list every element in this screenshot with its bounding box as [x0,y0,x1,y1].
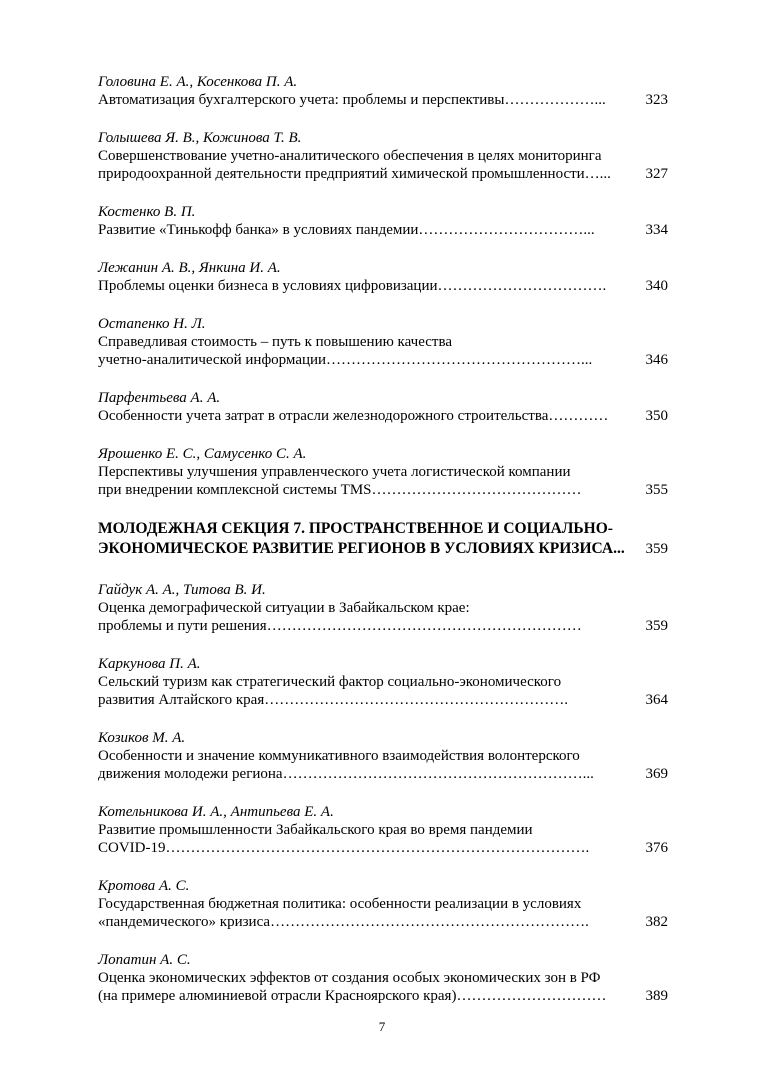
entry-title-line: Проблемы оценки бизнеса в условиях цифровизации……………………………. [98,278,607,294]
entry-page-number: 323 [645,92,668,108]
entry-authors: Головина Е. А., Косенкова П. А. [98,74,298,90]
entry-title-line: Особенности и значение коммуникативного взаимодействия волонтерского [98,748,580,764]
entry-title-line: Перспективы улучшения управленческого учета логистической компании [98,464,571,480]
toc-entry-golovina [98,73,668,109]
toc-entry-gayduk [98,581,668,635]
entry-authors: Каркунова П. А. [98,656,201,672]
entry-authors: Остапенко Н. Л. [98,316,206,332]
entry-authors: Парфентьева А. А. [98,390,221,406]
entry-authors: Костенко В. П. [98,204,196,220]
entry-page-number: 389 [645,988,668,1004]
page-footer-number: 7 [378,1019,386,1034]
toc-entry-kotelnikova [98,803,668,857]
entry-title-line: Развитие «Тинькофф банка» в условиях пандемии……………………………... [98,222,595,238]
toc-entry-krotova [98,877,668,931]
toc-entry-karkunova [98,655,668,709]
section-title-line: МОЛОДЕЖНАЯ СЕКЦИЯ 7. ПРОСТРАНСТВЕННОЕ И СОЦИАЛЬНО- [98,520,613,537]
toc-entry-golysheva [98,129,668,183]
entry-authors: Гайдук А. А., Титова В. И. [98,582,266,598]
entry-page-number: 350 [645,408,668,424]
toc-entry-kostenko [98,203,668,239]
entry-page-number: 340 [645,278,668,294]
entry-page-number: 355 [645,482,668,498]
entry-title-line: Государственная бюджетная политика: особенности реализации в условиях [98,896,582,912]
entry-authors: Котельникова И. А., Антипьева Е. А. [98,804,334,820]
entry-title-line: COVID-19…………………………………………………………………………. [98,840,590,856]
entry-authors: Кротова А. С. [98,878,190,894]
toc-entry-lopatin [98,951,668,1005]
entry-title-line: проблемы и пути решения……………………………………………………… [98,618,582,634]
entry-title-line: Оценка демографической ситуации в Забайкальском крае: [98,600,470,616]
entry-title-line: Совершенствование учетно-аналитического обеспечения в целях мониторинга [98,148,602,164]
toc-entry-parfenteva [98,389,668,425]
toc-entry-kozikov [98,729,668,783]
entry-authors: Лопатин А. С. [98,952,191,968]
toc-section-heading [98,519,668,559]
entry-page-number: 369 [645,766,668,782]
table-of-contents [98,73,668,1025]
entry-page-number: 364 [645,692,668,708]
section-title-line: ЭКОНОМИЧЕСКОЕ РАЗВИТИЕ РЕГИОНОВ В УСЛОВИЯХ КРИЗИСА... [98,540,625,557]
entry-authors: Голышева Я. В., Кожинова Т. В. [98,130,302,146]
entry-title-line: при внедрении комплексной системы TMS…………………………………… [98,482,582,498]
entry-title-line: Автоматизация бухгалтерского учета: проблемы и перспективы………………... [98,92,606,108]
entry-authors: Ярошенко Е. С., Самусенко С. А. [98,446,307,462]
toc-entry-yaroshenko [98,445,668,499]
entry-page-number: 346 [645,352,668,368]
entry-authors: Козиков М. А. [98,730,186,746]
entry-page-number: 359 [645,618,668,634]
entry-title-line: учетно-аналитической информации……………………………………………... [98,352,593,368]
entry-title-line: развития Алтайского края……………………………………………………. [98,692,568,708]
entry-title-line: Сельский туризм как стратегический фактор социально-экономического [98,674,562,690]
entry-page-number: 382 [645,914,668,930]
entry-title-line: Развитие промышленности Забайкальского края во время пандемии [98,822,533,838]
toc-entry-ostapenko [98,315,668,369]
entry-authors: Лежанин А. В., Янкина И. А. [98,260,281,276]
entry-title-line: «пандемического» кризиса………………………………………………………. [98,914,589,930]
entry-title-line: движения молодежи региона……………………………………………………... [98,766,594,782]
section-page-number: 359 [645,541,668,557]
entry-title-line: (на примере алюминиевой отрасли Красноярского края)………………………… [98,988,607,1004]
entry-page-number: 327 [645,166,668,182]
toc-entry-lezhanin [98,259,668,295]
entry-page-number: 376 [645,840,668,856]
entry-title-line: Справедливая стоимость – путь к повышению качества [98,334,453,350]
entry-title-line: Особенности учета затрат в отрасли железнодорожного строительства………… [98,408,609,424]
entry-title-line: Оценка экономических эффектов от создания особых экономических зон в РФ [98,970,601,986]
entry-page-number: 334 [645,222,668,238]
entry-title-line: природоохранной деятельности предприятий химической промышленности…... [98,166,611,182]
